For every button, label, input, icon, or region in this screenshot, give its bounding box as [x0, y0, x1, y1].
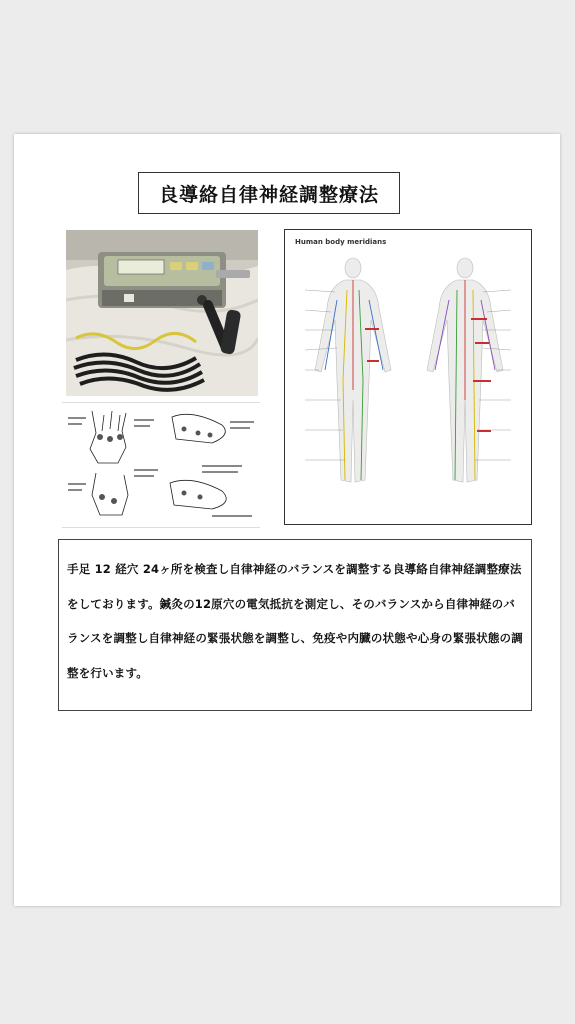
device-photo: [66, 230, 258, 396]
meridian-chart-title: Human body meridians: [295, 238, 387, 246]
document-page: [14, 134, 560, 906]
description-text: 手足 12 経穴 24ヶ所を検査し自律神経のバランスを調整する良導絡自律神経調整療法をしております。鍼灸の12原穴の電気抵抗を測定し、そのバランスから自律神経のバランスを調整し自律神経の緊張状態を調整し、免疫や内臓の状態や心身の緊張状態の調整を行います。: [67, 562, 523, 680]
acupoint-diagram: [62, 402, 260, 528]
description-box: [58, 539, 532, 711]
meridian-chart: [284, 229, 532, 525]
page-title: 良導絡自律神経調整療法: [138, 172, 400, 214]
